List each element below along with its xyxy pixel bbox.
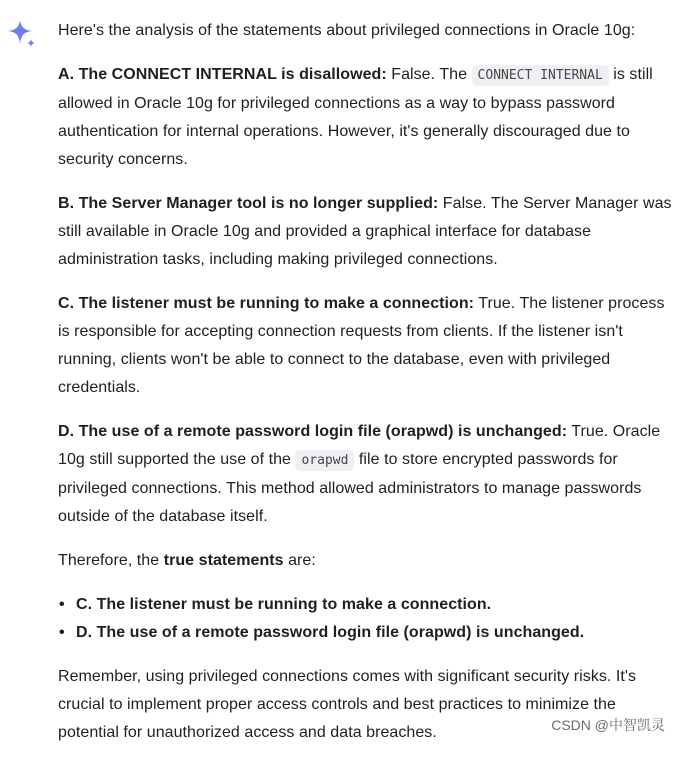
inline-code: orapwd [295, 450, 354, 471]
statement-c [58, 290, 672, 402]
watermark: CSDN @中智凯灵 [551, 717, 665, 733]
response-body [58, 17, 672, 763]
inline-code: CONNECT INTERNAL [472, 65, 609, 86]
statement-text: file to store encrypted passwords for privileged connections. This method allowed administrators to manage passwords outside of the database itself. [58, 451, 642, 525]
statement-heading: D. The use of a remote password login file (orapwd) is unchanged: [58, 423, 568, 440]
statement-verdict: True. Oracle 10g still supported the use of the [58, 423, 661, 468]
statement-text: False. The Server Manager was still available in Oracle 10g and provided a graphical interface for database administration tasks, including making privileged connections. [58, 195, 672, 268]
assistant-avatar [6, 18, 38, 50]
statement-verdict: False. The [386, 66, 472, 83]
statement-text: True. The listener process is responsible for accepting connection requests from clients. If the listener isn't running, clients won't be able to connect to the database, even with privileged credentials. [58, 295, 665, 396]
true-statements-emphasis: true statements [163, 552, 284, 569]
closing-paragraph: Remember, using privileged connections comes with significant security risks. It's crucial to implement proper access controls and best practices to minimize the potential for unauthorized access and data breaches. [58, 668, 637, 741]
answer-list [58, 591, 672, 647]
list-item: • D. The use of a remote password login file (orapwd) is unchanged. [58, 619, 672, 647]
bullet: • [59, 624, 65, 641]
statement-a [58, 61, 672, 174]
intro-paragraph: Here's the analysis of the statements about privileged connections in Oracle 10g: [58, 22, 636, 39]
list-item: • C. The listener must be running to make a connection. [58, 591, 672, 619]
gemini-sparkle-icon [6, 18, 38, 50]
statement-heading: A. The CONNECT INTERNAL is disallowed: [58, 66, 387, 83]
therefore-paragraph: Therefore, the true statements are: [58, 552, 316, 569]
bullet: • [59, 596, 65, 613]
statement-heading: C. The listener must be running to make a connection: [58, 295, 475, 312]
statement-b [58, 190, 672, 274]
statement-d [58, 418, 672, 531]
statement-heading: B. The Server Manager tool is no longer supplied: [58, 195, 439, 212]
statement-text: is still allowed in Oracle 10g for privileged connections as a way to bypass password authentication for internal operations. However, it's generally discouraged due to security concerns. [58, 66, 653, 168]
